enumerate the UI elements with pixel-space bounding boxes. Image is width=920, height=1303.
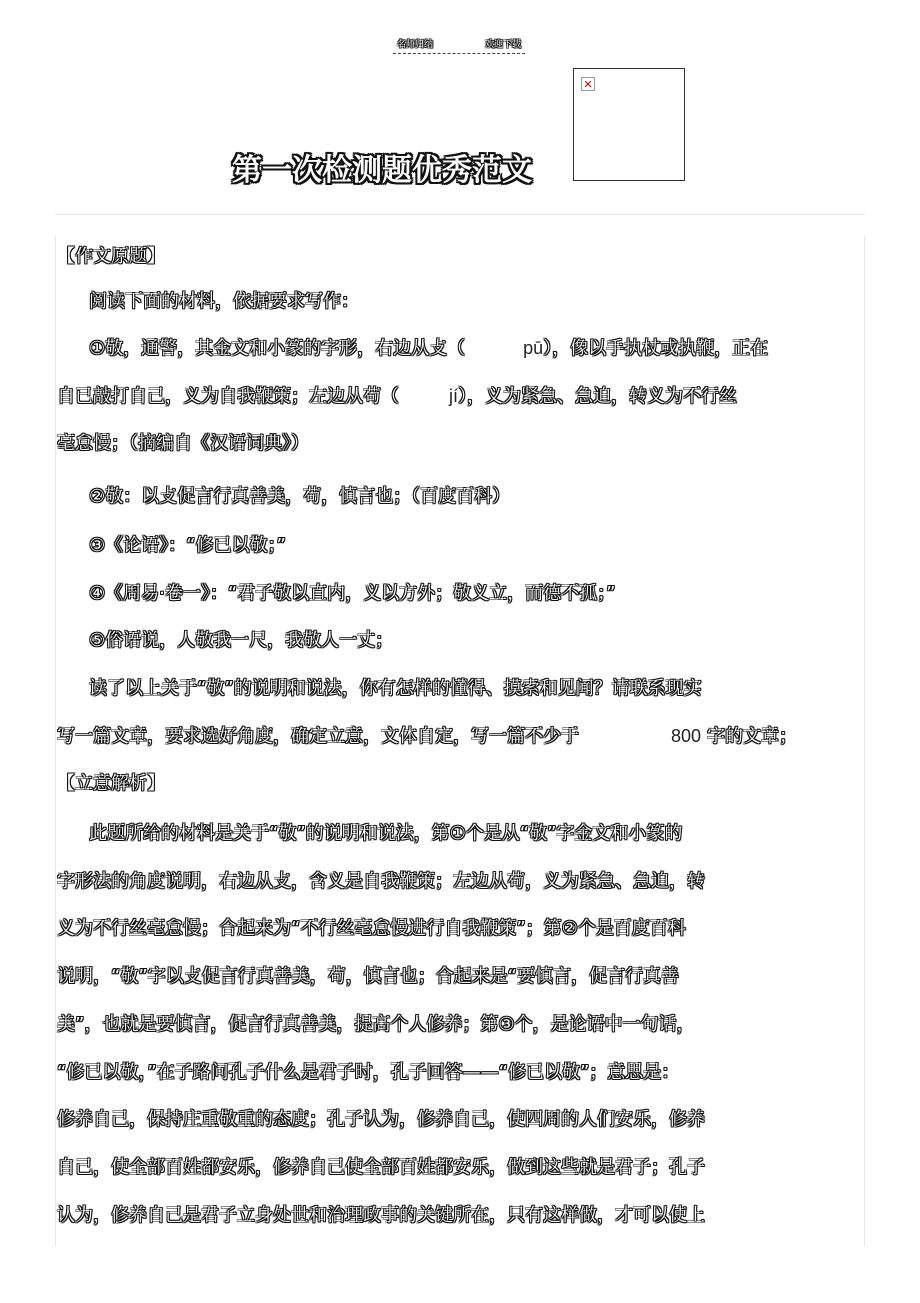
prompt-item-4: ④《周易·卷一》：“君子敬以直内，义以方外；敬义立，而德不孤；” xyxy=(89,583,616,604)
task-word-count: 800 xyxy=(671,726,702,746)
task-text-c: 字的文章； xyxy=(707,726,798,747)
document-title: 第一次检测题优秀范文 xyxy=(232,153,532,188)
prompt-item-2: ②敬：以攴促言行真善美，苟，慎言也；（百度百科） xyxy=(89,486,511,507)
prompt-task-line-1: 读了以上关于“敬”的说明和说法，你有怎样的懂得、摸索和见闻？请联系现实 xyxy=(89,678,702,699)
item1-text-b: ），像以手执杖或执鞭，正在 xyxy=(543,338,769,359)
task-text-b: 写一篇文章，要求选好角度，确定立意，文体自定，写一篇不少于 xyxy=(57,726,579,747)
image-placeholder xyxy=(573,68,685,181)
item1-text-d: ），义为紧急、急迫，转义为不行丝 xyxy=(458,386,737,407)
section-heading-original-prompt: 【作文原题】 xyxy=(57,246,165,267)
left-margin-rule xyxy=(55,236,56,1246)
analysis-line: 自己，使全部百姓都安乐，修养自己使全部百姓都安乐，做到这些就是君子；孔子 xyxy=(57,1157,705,1178)
analysis-line: “修已以敬，”在子路问孔子什么是君子时，孔子回答——“修已以敬”；意思是： xyxy=(57,1062,680,1083)
analysis-line: 字形法的角度说明，右边从攴，含义是自我鞭策；左边从苟，义为紧急、急迫，转 xyxy=(57,871,705,892)
analysis-line: 此题所给的材料是关于“敬”的说明和说法，第①个是从“敬”字金文和小篆的 xyxy=(89,823,683,844)
prompt-item-1-line-3: 毫怠慢；（摘编自《汉语词典》） xyxy=(57,433,309,454)
header-left-note: 名师归纳 xyxy=(397,40,434,50)
top-divider xyxy=(55,214,865,215)
prompt-item-3: ③《论语》：“修已以敬；” xyxy=(89,535,286,556)
prompt-item-1-line-1 xyxy=(89,337,889,360)
right-margin-rule xyxy=(864,236,865,1246)
header-dashed-rule xyxy=(393,53,525,54)
broken-image-icon: ✕ xyxy=(581,77,595,91)
item1-text-c: 自已敲打自己，义为自我鞭策；左边从苟（ xyxy=(57,386,399,407)
analysis-line: 美”，也就是要慎言，促言行真善美，提高个人修养；第③个，是论语中一句话， xyxy=(57,1014,695,1035)
prompt-item-1-line-2 xyxy=(57,385,857,408)
analysis-line: 修养自己，保持庄重敬重的态度；孔子认为，修养自己，使四周的人们安乐，修养 xyxy=(57,1109,705,1130)
analysis-line: 说明，“敬”字以攴促言行真善美，苟，慎言也；合起来是“要慎言，促言行真善 xyxy=(57,966,679,987)
header-note xyxy=(393,37,525,50)
prompt-intro: 阅读下面的材料，依据要求写作： xyxy=(89,291,359,312)
section-heading-analysis: 【立意解析】 xyxy=(57,773,165,794)
analysis-line: 义为不行丝毫怠慢；合起来为“不行丝毫怠慢进行自我鞭策”；第②个是百度百科 xyxy=(57,918,686,939)
header-right-note: 欢迎下载 xyxy=(484,40,521,50)
analysis-line: 认为，修养自己是君子立身处世和治理政事的关键所在，只有这样做，才可以使上 xyxy=(57,1205,705,1226)
item1-text-a: ①敬，通警，其金文和小篆的字形，右边从攴（ xyxy=(89,338,466,359)
item1-pinyin-pu: pū xyxy=(523,338,544,358)
item1-pinyin-ji: jí xyxy=(449,386,458,406)
prompt-item-5: ⑤俗语说，人敬我一尺，我敬人一丈； xyxy=(89,630,394,651)
prompt-task-line-2 xyxy=(57,725,857,748)
